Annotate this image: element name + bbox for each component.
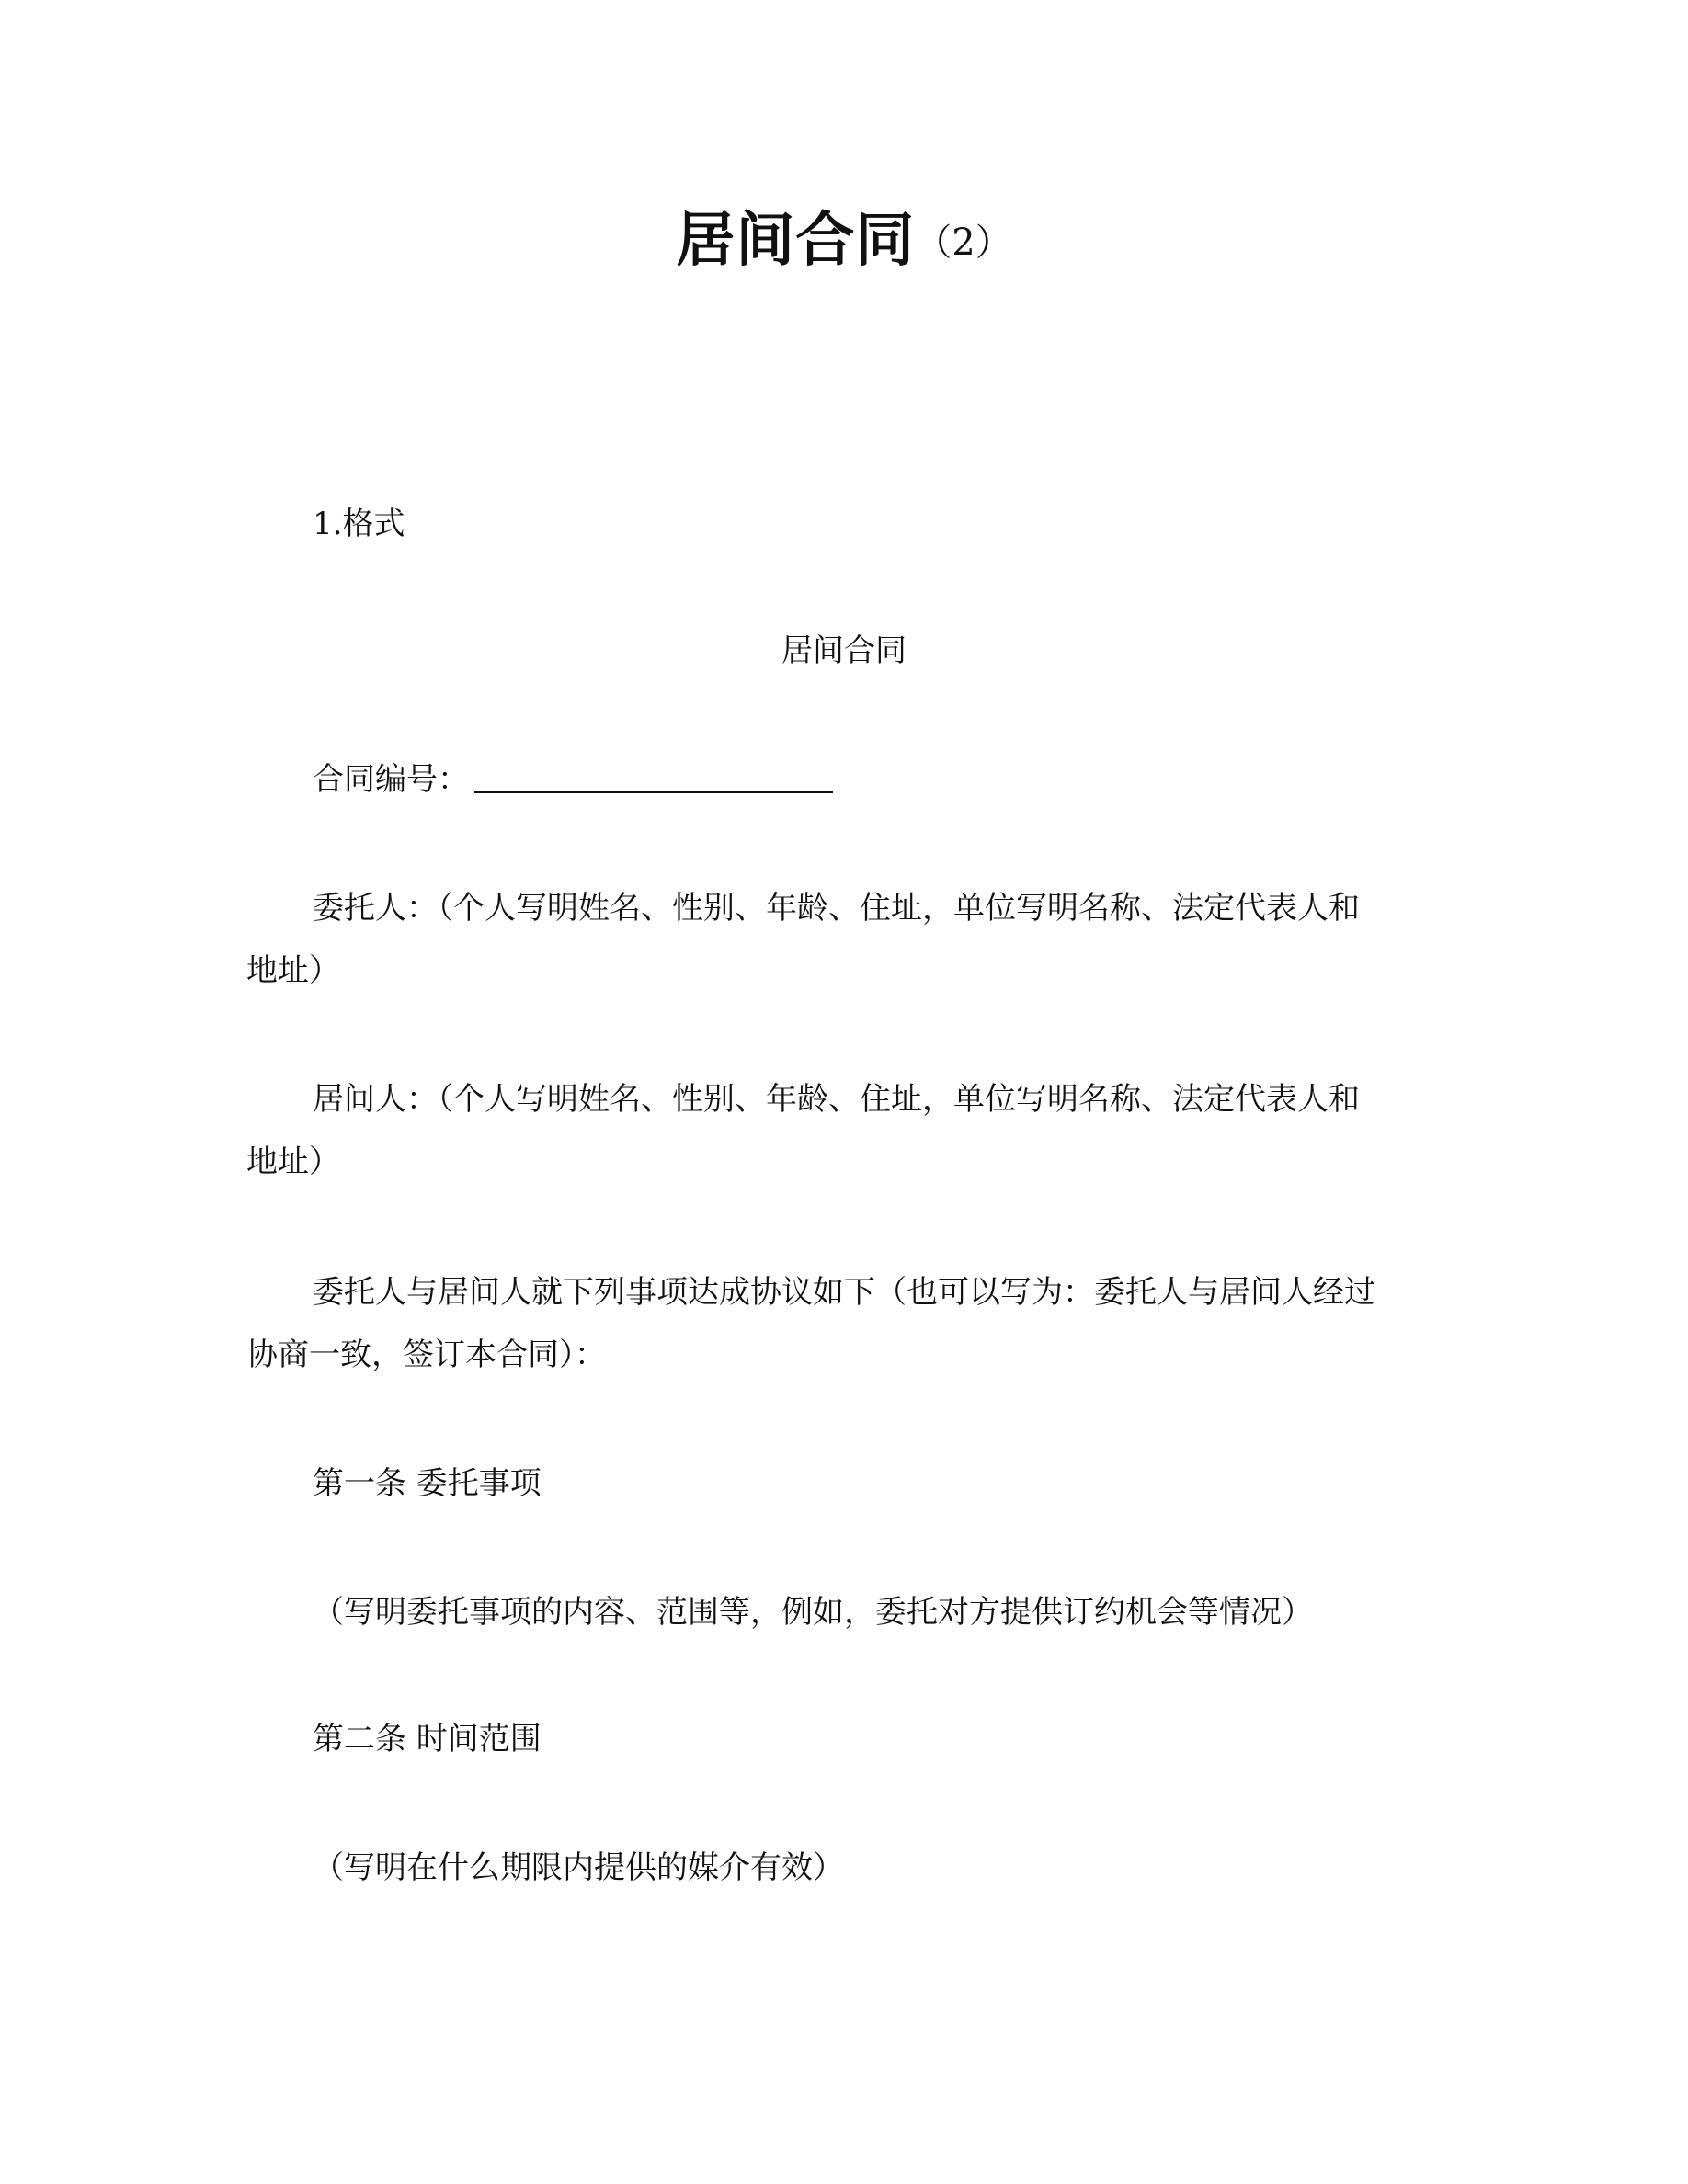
contract-subtitle: 居间合同 bbox=[781, 632, 907, 669]
section-heading: 1.格式 bbox=[313, 506, 405, 542]
article-1-title: 第一条 委托事项 bbox=[313, 1465, 542, 1502]
agreement-line-1: 委托人与居间人就下列事项达成协议如下（也可以写为：委托人与居间人经过 bbox=[313, 1274, 1375, 1311]
article-2-note: （写明在什么期限内提供的媒介有效） bbox=[313, 1849, 844, 1886]
broker-line-1: 居间人：（个人写明姓名、性别、年龄、住址，单位写明名称、法定代表人和 bbox=[313, 1081, 1360, 1118]
article-1-note: （写明委托事项的内容、范围等，例如，委托对方提供订约机会等情况） bbox=[313, 1594, 1313, 1631]
document-title bbox=[0, 193, 1688, 278]
broker-line-2: 地址） bbox=[246, 1143, 340, 1180]
contract-number-line bbox=[313, 748, 833, 811]
title-number: （2） bbox=[915, 222, 1012, 264]
title-main: 居间合同 bbox=[676, 207, 916, 275]
contract-number-label: 合同编号： bbox=[313, 761, 469, 798]
agreement-line-2: 协商一致，签订本合同）： bbox=[246, 1337, 606, 1373]
contract-number-blank bbox=[474, 791, 833, 793]
article-2-title: 第二条 时间范围 bbox=[313, 1721, 542, 1757]
client-line-2: 地址） bbox=[246, 952, 340, 989]
client-line-1: 委托人：（个人写明姓名、性别、年龄、住址，单位写明名称、法定代表人和 bbox=[313, 890, 1360, 927]
